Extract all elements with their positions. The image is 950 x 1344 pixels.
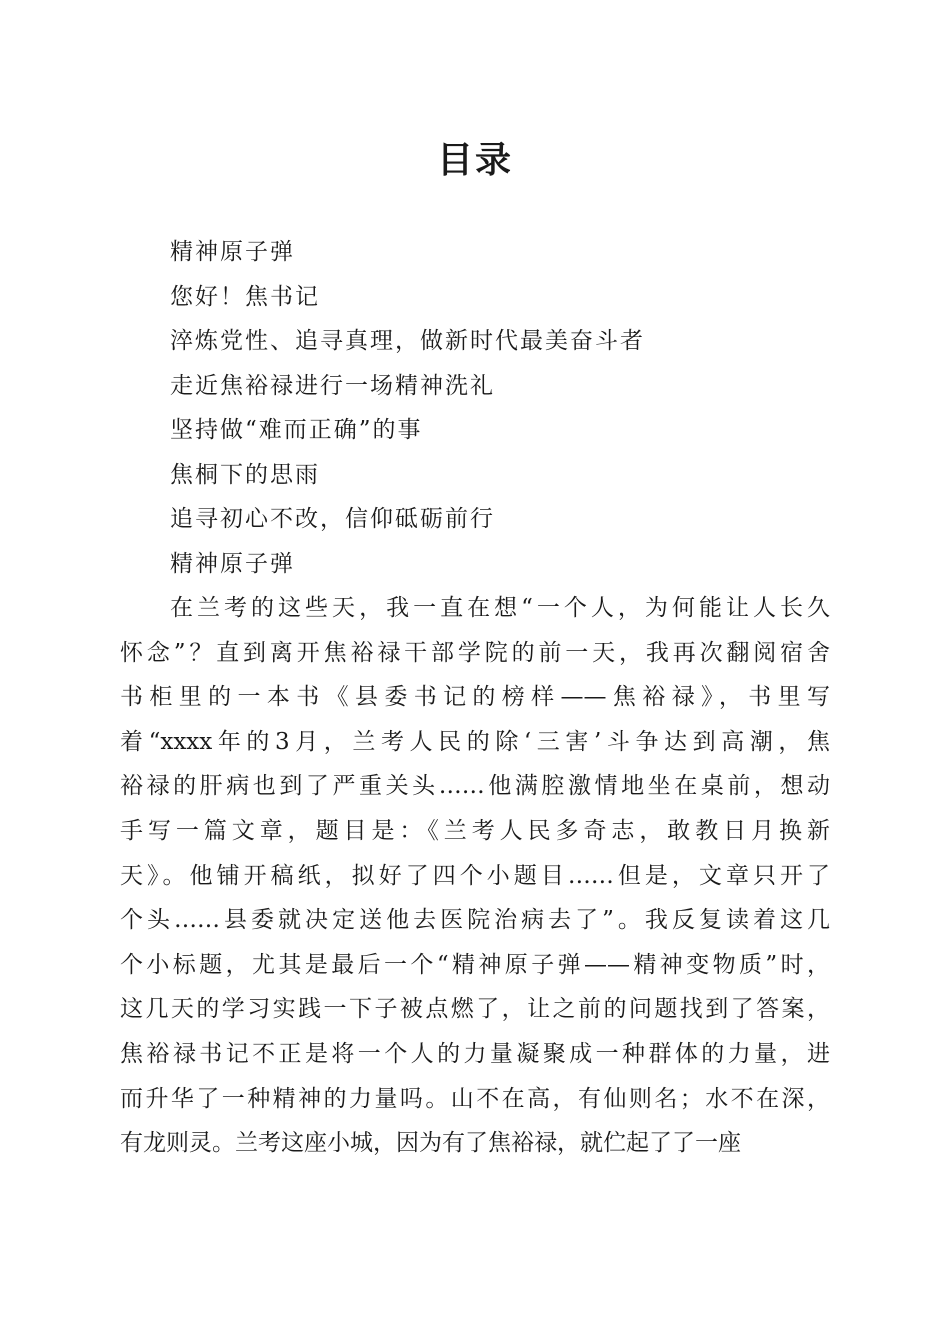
paragraph-line: 在兰考的这些天，我一直在想“一个人，为何能让人长久 (170, 595, 830, 621)
toc-item[interactable]: 坚持做“难而正确”的事 (170, 417, 423, 443)
paragraph-line: 怀念”？直到离开焦裕禄干部学院的前一天，我再次翻阅宿舍 (120, 639, 830, 666)
paragraph-line: 个头……县委就决定送他去医院治病去了”。我反复读着这几 (120, 907, 830, 934)
toc-item[interactable]: 您好！焦书记 (170, 283, 320, 310)
paragraph-line: 这几天的学习实践一下子被点燃了，让之前的问题找到了答案， (120, 996, 830, 1023)
body-paragraph (120, 586, 830, 1166)
paragraph-line: 裕禄的肝病也到了严重关头……他满腔激情地坐在桌前，想动 (120, 773, 830, 800)
table-of-contents (170, 230, 645, 542)
toc-item[interactable]: 淬炼党性、追寻真理，做新时代最美奋斗者 (170, 328, 645, 354)
page-title: 目录 (436, 139, 513, 181)
paragraph-line: 天》。他铺开稿纸，拟好了四个小题目……但是，文章只开了 (120, 862, 830, 889)
paragraph-line: 着“xxxx年的3月，兰考人民的除‘三害’斗争达到高潮，焦 (120, 728, 830, 755)
section-heading: 精神原子弹 (170, 551, 295, 577)
paragraph-line: 书柜里的一本书《县委书记的榜样——焦裕禄》，书里写 (120, 684, 830, 711)
toc-item[interactable]: 走近焦裕禄进行一场精神洗礼 (170, 372, 495, 399)
paragraph-line: 有龙则灵。兰考这座小城，因为有了焦裕禄，就伫起了了一座 (120, 1130, 741, 1157)
toc-item[interactable]: 追寻初心不改，信仰砥砺前行 (170, 506, 495, 532)
paragraph-line: 而升华了一种精神的力量吗。山不在高，有仙则名；水不在深， (120, 1085, 830, 1112)
toc-item[interactable]: 焦桐下的思雨 (170, 461, 320, 488)
paragraph-line: 手写一篇文章，题目是：《兰考人民多奇志，敢教日月换新 (120, 817, 830, 844)
toc-item[interactable]: 精神原子弹 (170, 239, 295, 265)
paragraph-line: 个小标题，尤其是最后一个“精神原子弹——精神变物质”时， (120, 951, 830, 978)
paragraph-line: 焦裕禄书记不正是将一个人的力量凝聚成一种群体的力量，进 (120, 1040, 830, 1067)
